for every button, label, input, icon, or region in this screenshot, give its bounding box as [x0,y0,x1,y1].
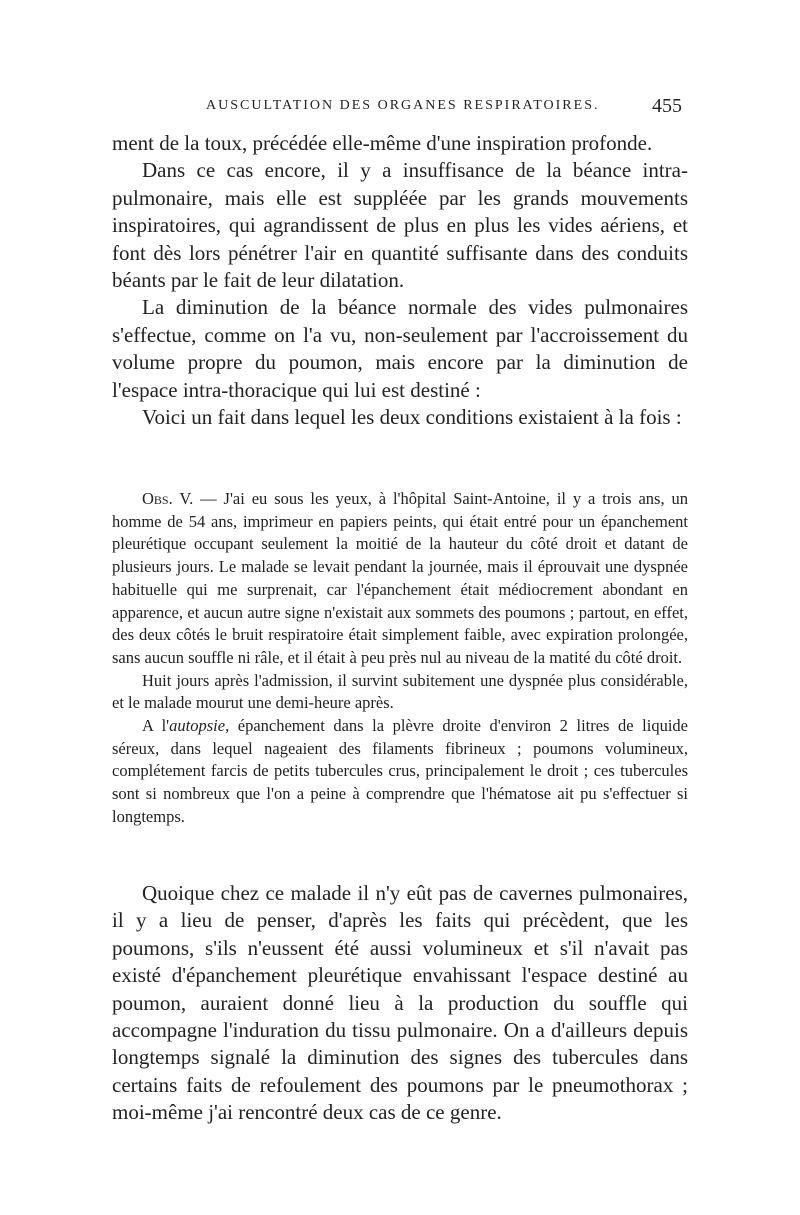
paragraph: Quoique chez ce malade il n'y eût pas de cavernes pulmonaires, il y a lieu de penser, d'après les faits qui précèdent, que les poumons, s'ils n'eussent été aussi volumineux et s'il n'avait pas existé d'épanchement pleurétique envahissant l'espace destiné au poumon, auraient donné lieu à la production du souffle qui accompagne l'induration du tissu pulmonaire. On a d'ailleurs depuis longtemps signalé la diminution des signes des tubercules dans certains faits de refoulement des poumons par le pneumothorax ; moi-même j'ai rencontré deux cas de ce genre. [112,881,688,1125]
running-title: AUSCULTATION DES ORGANES RESPIRATOIRES. [206,98,600,113]
paragraph: La diminution de la béance normale des vides pulmonaires s'effectue, comme on l'a vu, non-seulement par l'accroissement du volume propre du poumon, mais encore par la diminution de l'espace intra-thoracique qui lui est destiné : [112,295,688,402]
main-text-top [112,130,688,431]
observation-paragraph [112,715,688,829]
autopsy-text: , épanchement dans la plèvre droite d'environ 2 litres de liquide séreux, dans lequel nageaient des filaments fibrineux ; poumons volumineux, complétement farcis de petits tubercules crus, principalement le droit ; ces tubercules sont si nombreux que l'on a peine à comprendre que l'hématose ait pu s'effectuer si longtemps. [112,716,689,826]
observation-text: — J'ai eu sous les yeux, à l'hôpital Saint-Antoine, il y a trois ans, un homme de 54 ans, imprimeur en papiers peints, qui était entré pour un épanchement pleurétique occupant seulement la moitié de la hauteur du côté droit et datant de plusieurs jours. Le malade se levait pendant la journée, mais il éprouvait une dyspnée habituelle qui me surprenait, car l'épanchement était médiocrement abondant en apparence, et aucun autre signe n'existait aux sommets des poumons ; partout, en effet, des deux côtés le bruit respiratoire était simplement faible, avec expiration prolongée, sans aucun souffle ni râle, et il était à peu près nul au niveau de la matité du côté droit. [112,489,688,667]
paragraph-continuation: ment de la toux, précédée elle-même d'une inspiration profonde. [112,131,653,155]
observation-label: Obs. V. [142,489,194,508]
observation-paragraph [112,488,688,670]
page-number: 455 [652,95,682,117]
page-header [112,96,688,120]
main-text-bottom [112,880,688,1127]
paragraph: Dans ce cas encore, il y a insuffisance de la béance intra-pulmonaire, mais elle est suppléée par les grands mouvements inspiratoires, qui agrandissent de plus en plus les vides aériens, et font dès lors pénétrer l'air en quantité suffisante dans des conduits béants par le fait de leur dilatation. [112,158,688,293]
autopsy-term: autopsie [169,716,226,736]
observation-block [112,488,688,829]
autopsy-prefix: A l' [142,716,170,736]
paragraph: Voici un fait dans lequel les deux conditions existaient à la fois : [142,405,682,430]
observation-paragraph: Huit jours après l'admission, il survint subitement une dyspnée plus considérable, et le malade mourut une demi-heure après. [112,670,688,713]
